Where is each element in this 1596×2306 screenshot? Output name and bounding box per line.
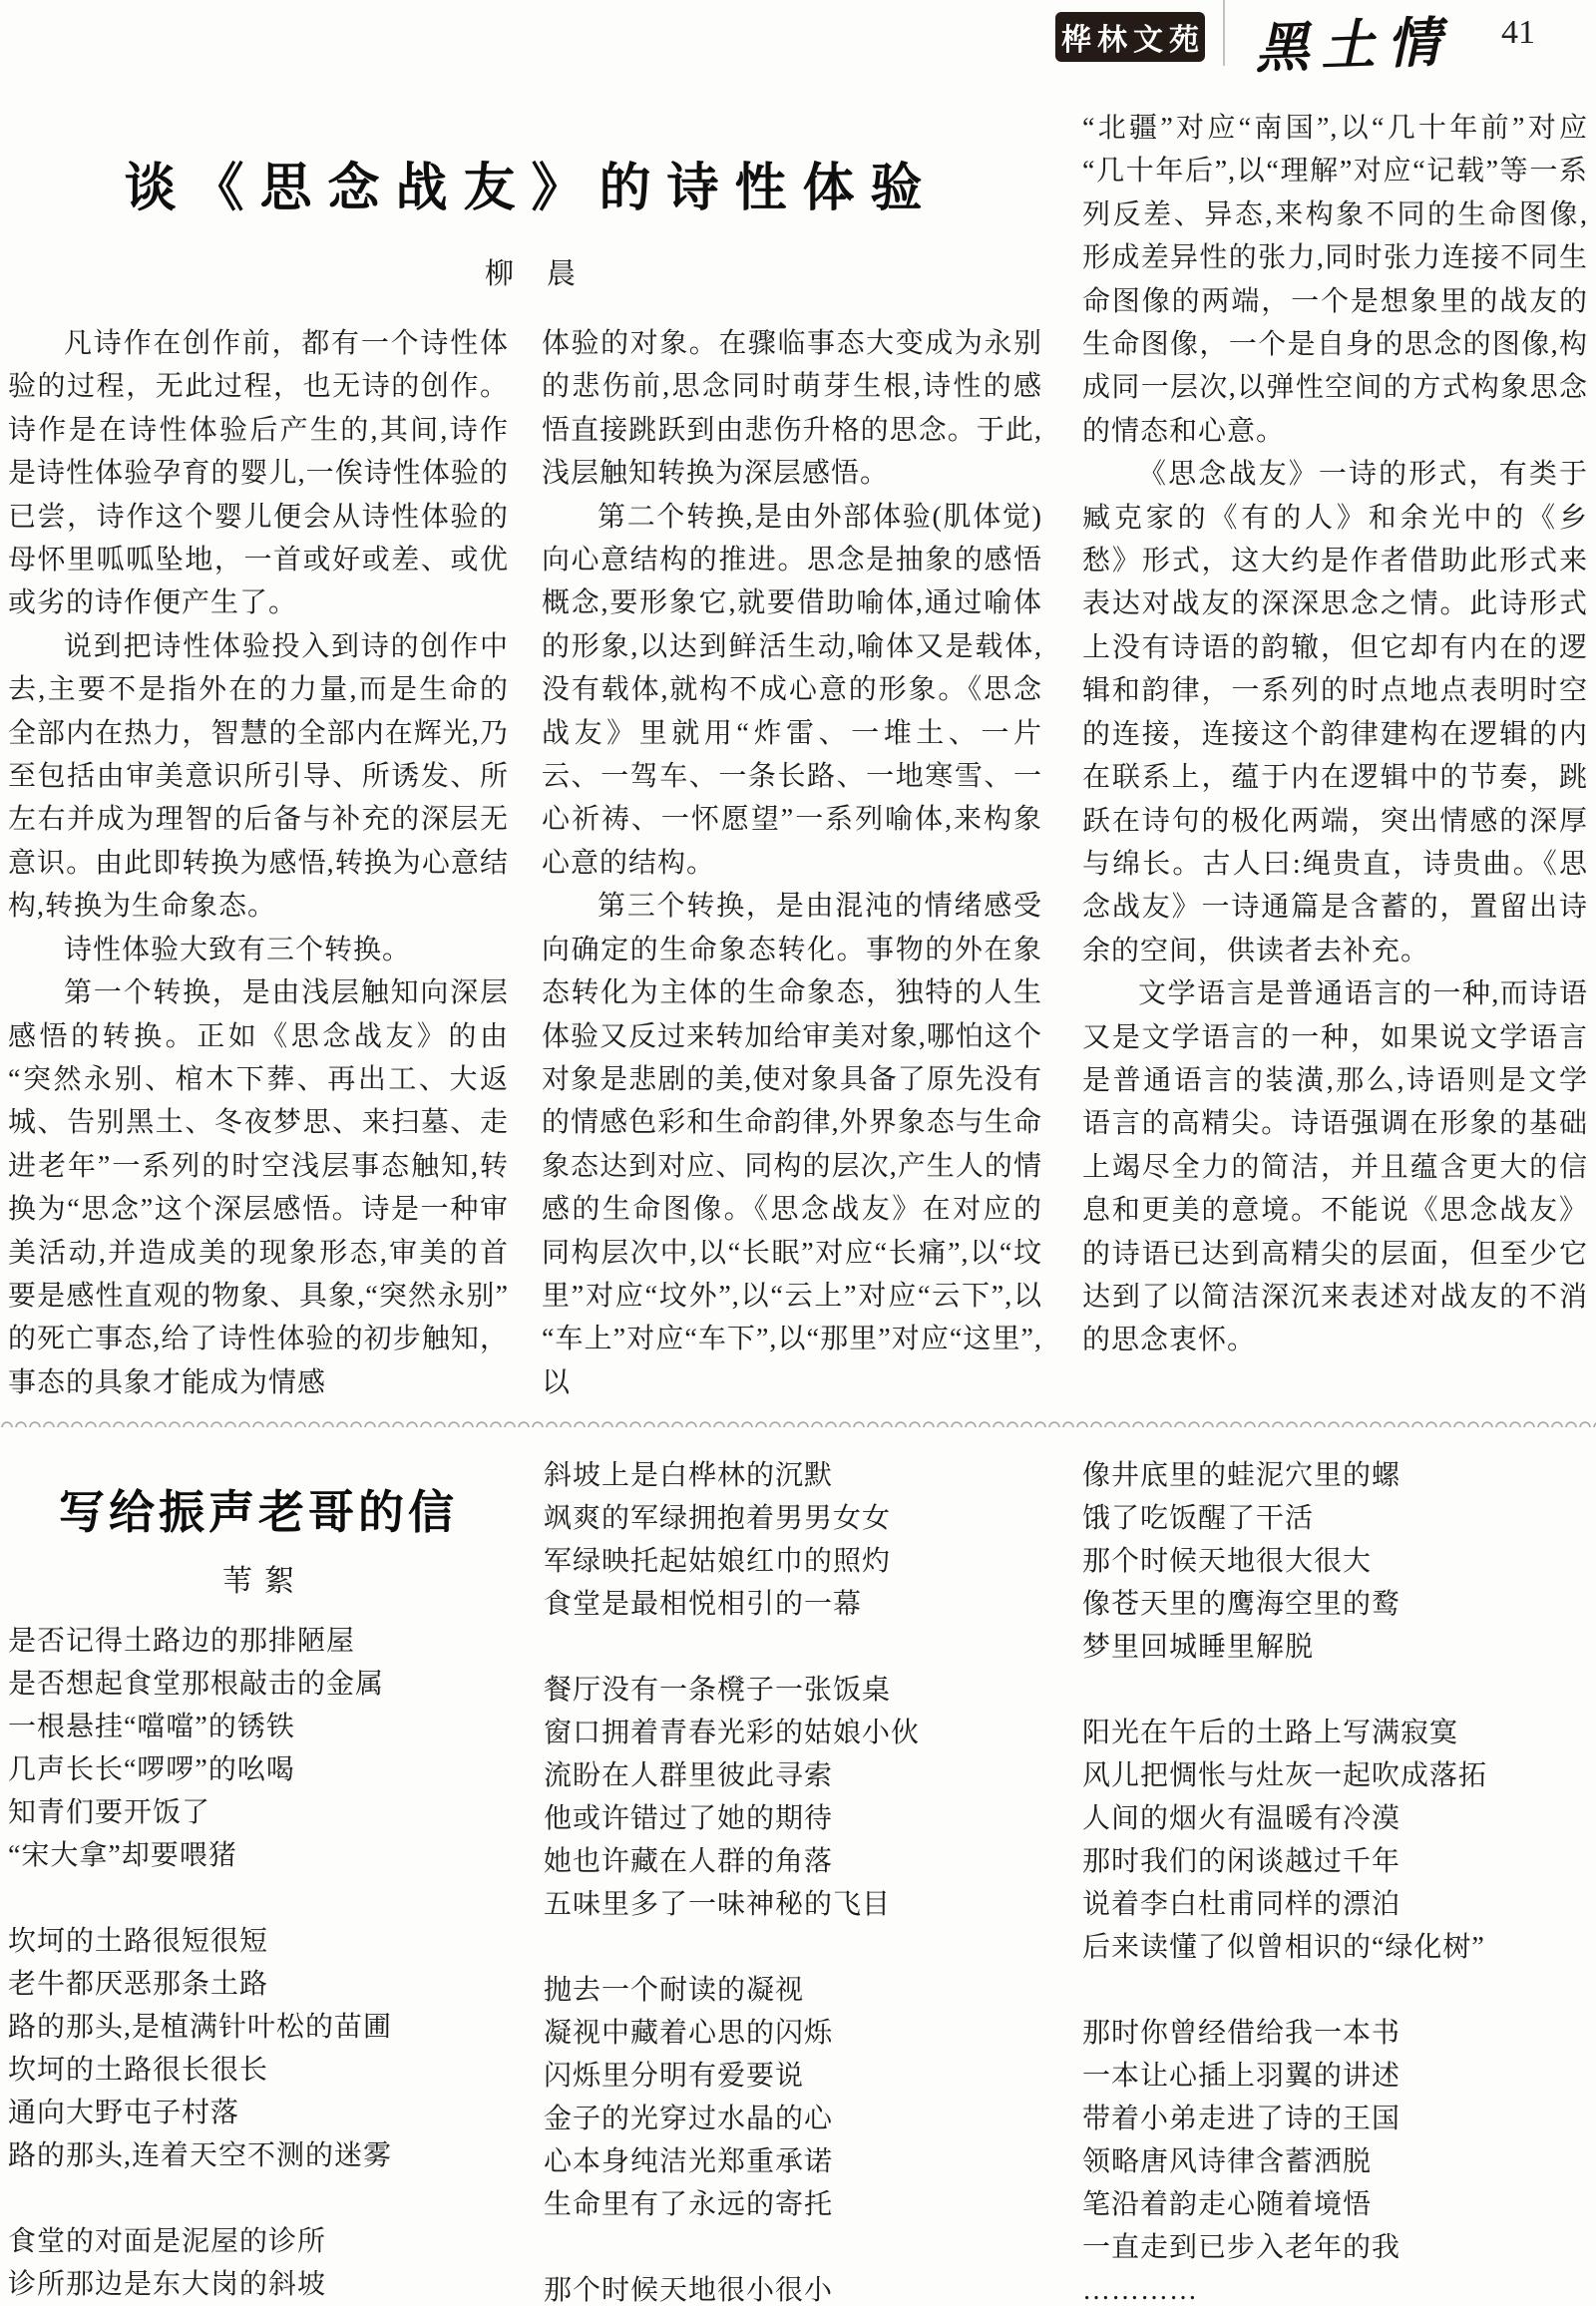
poem-line: 老牛都厌恶那条土路 [8,1969,269,2000]
wavy-section-divider [0,1417,1596,1427]
poem-line: 飒爽的军绿拥抱着男男女女 [544,1503,892,1534]
poem-line: 她也许藏在人群的角落 [544,1846,834,1877]
poem-line: 金子的光穿过水晶的心 [544,2104,834,2134]
poem-line: 流盼在人群里彼此寻索 [544,1760,834,1791]
poem-line: 心本身纯洁光郑重承诺 [544,2146,834,2177]
poem-line: 生命里有了永远的寄托 [544,2189,834,2220]
poem-line: 窗口拥着青春光彩的姑娘小伙 [544,1718,921,1748]
poem-line: 坎坷的土路很短很短 [8,1926,269,1957]
poem-line: “宋大拿”却要喂猪 [8,1840,237,1871]
poem-line: 领略唐风诗律含蓄洒脱 [1082,2146,1373,2177]
essay-column-2 [542,322,1042,1411]
essay-paragraph: 《思念战友》一诗的形式，有类于臧克家的《有的人》和余光中的《乡愁》形式，这大约是作者借助此形式来表达对战友的深深思念之情。此诗形式上没有诗语的韵辙，但它却有内在的逻辑和韵律，一系列的时点地点表明时空的连接，连接这个韵律建构在逻辑的内在联系上，蕴于内在逻辑中的节奏，跳跃在诗句的极化两端，突出情感的深厚与绵长。古人曰:绳贵直，诗贵曲。《思念战友》一诗通篇是含蓄的，置留出诗余的空间，供读者去补充。 [1082,459,1588,966]
poem-stanza [1082,1712,1588,1969]
poem-line: 坎坷的土路很长很长 [8,2055,269,2086]
poem-line: 后来读懂了似曾相识的“绿化树” [1082,1932,1485,1963]
essay-paragraph: 说到把诗性体验投入到诗的创作中去,主要不是指外在的力量,而是生命的全部内在热力，智慧的全部内在辉光,乃至包括由审美意识所引导、所诱发、所左右并成为理智的后备与补充的深层无意识。由此即转换为感悟,转换为心意结构,转换为生命象态。 [8,630,509,923]
poem-line: 通向大野屯子村落 [8,2098,240,2128]
essay-paragraph: “北疆”对应“南国”,以“几十年前”对应“几十年后”,以“理解”对应“记载”等一系列反差、异态,来构象不同的生命图像,形成差异性的张力,同时张力连接不同生命图像的两端，一个是想象里的战友的生命图像，一个是自身的思念的图像,构成同一层次,以弹性空间的方式构象思念的情态和心意。 [1082,113,1588,447]
header-divider-line [1223,0,1225,66]
essay-paragraph: 第二个转换,是由外部体验(肌体觉)向心意结构的推进。思念是抽象的感悟概念,要形象它,就要借助喻体,通过喻体的形象,以达到鲜活生动,喻体又是载体,没有载体,就构不成心意的形象。《思念战友》里就用“炸雷、一堆土、一片云、一驾车、一条长路、一地寒雪、一心祈祷、一怀愿望”一系列喻体,来构象心意的结构。 [542,501,1042,879]
poem-line: 笔沿着韵走心随着境悟 [1082,2189,1373,2220]
poem-line: 军绿映托起姑娘红巾的照灼 [544,1546,892,1577]
poem-column-2 [544,1454,1044,2306]
essay-paragraph: 第三个转换，是由混沌的情绪感受向确定的生命象态转化。事物的外在象态转化为主体的生命象态，独特的人生体验又反过来转加给审美对象,哪怕这个对象是悲剧的美,使对象具备了原先没有的情感色彩和生命韵律,外界象态与生命象态达到对应、同构的层次,产生人的情感的生命图像。《思念战友》在对应的同构层次中,以“长眠”对应“长痛”,以“坟里”对应“坟外”,以“云上”对应“云下”,以“车上”对应“车下”,以“那里”对应“这里”,以 [542,891,1042,1398]
poem-stanza [1082,1454,1588,1669]
poem-line: 凝视中藏着心思的闪烁 [544,2018,834,2049]
page-number: 41 [1501,14,1535,51]
poem-line: 几声长长“啰啰”的吆喝 [8,1754,295,1785]
poem-stanza [544,1454,1044,1626]
essay-paragraph: 第一个转换，是由浅层触知向深层感悟的转换。正如《思念战友》的由“突然永别、棺木下葬、再出工、大返城、告别黑土、冬夜梦思、来扫墓、走进老年”一系列的时空浅层事态触知,转换为“思念”这个深层感悟。诗是一种审美活动,并造成美的现象形态,审美的首要是感性直观的物象、具象,“突然永别”的死亡事态,给了诗性体验的初步触知，事态的具象才能成为情感 [8,977,509,1398]
poem-line: 人间的烟火有温暖有冷漠 [1082,1803,1401,1834]
poem-line: 那个时候天地很小很小 [544,2275,834,2306]
poem-line: 闪烁里分明有爱要说 [544,2061,805,2092]
poem-line: 那时你曾经借给我一本书 [1082,2018,1401,2049]
poem-line: 饿了吃饭醒了干活 [1082,1503,1315,1534]
poem-stanza [544,2269,1044,2306]
essay-author: 柳 晨 [484,258,578,290]
poem-line: 像井底里的蛙泥穴里的螺 [1082,1460,1401,1491]
essay-paragraph: 体验的对象。在骤临事态大变成为永别的悲伤前,思念同时萌芽生根,诗性的感悟直接跳跃到由悲伤升格的思念。于此,浅层触知转换为深层感悟。 [542,328,1042,490]
essay-title: 谈《思念战友》的诗性体验 [124,161,939,217]
poem-stanza [1082,2012,1588,2306]
poem-line: 食堂的对面是泥屋的诊所 [8,2226,327,2257]
section-badge: 桦林文苑 [1055,12,1205,62]
magazine-logo-calligraphy: 黑土情 [1254,12,1454,80]
poem-line: 带着小弟走进了诗的王国 [1082,2104,1401,2134]
poem-line: 那时我们的闲谈越过千年 [1082,1846,1401,1877]
poem-line: 路的那头,是植满针叶松的苗圃 [8,2012,393,2043]
poem-line: 斜坡上是白桦林的沉默 [544,1460,834,1491]
poem-line: 抛去一个耐读的凝视 [544,1975,805,2006]
poem-line: 像苍天里的鹰海空里的鹜 [1082,1589,1401,1620]
poem-line: 食堂是最相悦相引的一幕 [544,1589,863,1620]
poem-line: ………… [1082,2275,1198,2306]
essay-paragraph: 文学语言是普通语言的一种,而诗语又是文学语言的一种，如果说文学语言是普通语言的装潢,那么,诗语则是文学语言的高精尖。诗语强调在形象的基础上竭尽全力的简洁，并且蕴含更大的信息和更美的意境。不能说《思念战友》的诗语已达到高精尖的层面，但至少它达到了以简洁深沉来表述对战友的不消的思念衷怀。 [1082,978,1588,1356]
poem-line: 路的那头,连着天空不测的迷雾 [8,2140,393,2171]
poem-column-3 [1082,1454,1588,2306]
poem-line: 阳光在午后的土路上写满寂寞 [1082,1718,1459,1748]
essay-paragraph: 诗性体验大致有三个转换。 [64,934,412,965]
poem-title: 写给振声老哥的信 [59,1486,458,1538]
poem-line: 他或许错过了她的期待 [544,1803,834,1834]
poem-line: 风儿把惆怅与灶灰一起吹成落拓 [1082,1760,1488,1791]
poem-stanza [544,1969,1044,2226]
poem-line: 梦里回城睡里解脱 [1082,1632,1315,1663]
poem-author: 苇絮 [222,1565,306,1598]
poem-line: 一直走到已步入老年的我 [1082,2232,1401,2263]
poem-line: 说着李白杜甫同样的漂泊 [1082,1889,1401,1920]
poem-line: 是否想起食堂那根敲击的金属 [8,1669,385,1700]
essay-column-3 [1082,107,1588,1411]
essay-paragraph: 凡诗作在创作前，都有一个诗性体验的过程，无此过程，也无诗的创作。诗作是在诗性体验后产生的,其间,诗作是诗性体验孕育的婴儿,一俟诗性体验的已尝，诗作这个婴儿便会从诗性体验的母怀里呱呱坠地，一首或好或差、或优或劣的诗作便产生了。 [8,328,509,619]
poem-line: 一本让心插上羽翼的讲述 [1082,2061,1401,2092]
essay-column-1 [8,322,509,1411]
poem-line: 一根悬挂“噹噹”的锈铁 [8,1712,295,1742]
poem-stanza [544,1669,1044,1926]
poem-line: 那个时候天地很大很大 [1082,1546,1373,1577]
poem-line: 诊所那边是东大岗的斜坡 [8,2269,327,2300]
poem-line: 知青们要开饭了 [8,1797,211,1828]
poem-line: 五味里多了一味神秘的飞目 [544,1889,892,1920]
poem-stanza [8,1620,509,1877]
poem-column-1 [8,1620,509,2306]
poem-line: 餐厅没有一条櫈子一张饭桌 [544,1675,892,1706]
poem-stanza [8,1920,509,2177]
poem-stanza [8,2220,509,2306]
poem-line: 是否记得土路边的那排陋屋 [8,1626,356,1657]
